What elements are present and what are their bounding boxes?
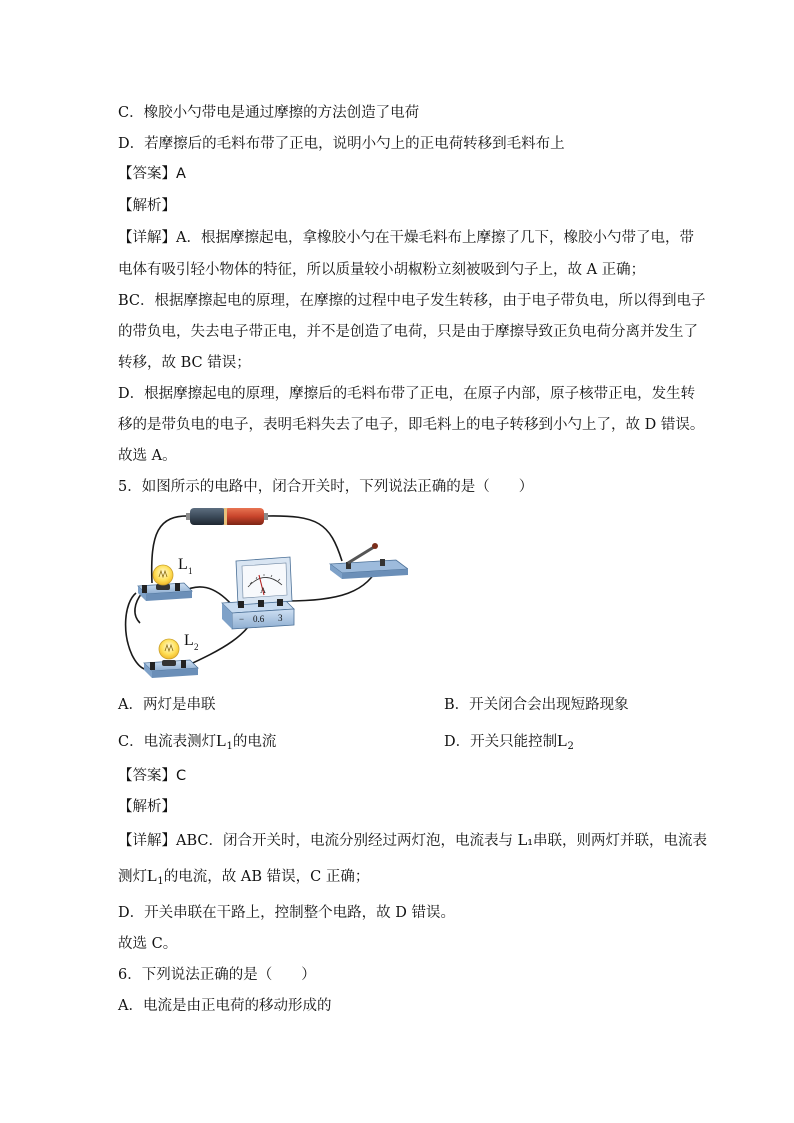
lamp-subscript: 1 — [226, 741, 233, 752]
label-L2-sub: 2 — [194, 642, 199, 652]
lamp-symbol: L — [216, 731, 227, 750]
q5-detail-text: 测灯 — [118, 869, 147, 885]
q4-detail-line: 的带负电，失去电子带正电，并不是创造了电荷，只是由于摩擦导致正负电荷分离并发生了 — [118, 324, 698, 340]
q5-option-a: A．两灯是串联 — [118, 697, 216, 713]
q5-option-b: B．开关闭合会出现短路现象 — [444, 697, 629, 713]
q6-stem: 6．下列说法正确的是（ ） — [118, 967, 316, 983]
q5-detail-line: D．开关串联在干路上，控制整个电路，故 D 错误。 — [118, 905, 455, 921]
q4-detail-line: 电体有吸引轻小物体的特征，所以质量较小胡椒粉立刻被吸到勺子上，故 A 正确； — [118, 262, 646, 278]
q4-conclusion: 故选 A。 — [118, 448, 177, 464]
q5-option-d — [444, 731, 574, 757]
q5-answer: 【答案】C — [118, 768, 187, 784]
wire-L1-loop — [135, 593, 142, 623]
q5-option-c — [118, 731, 276, 757]
wire-L1-to-L2 — [126, 593, 154, 670]
meter-unit-label: A — [260, 586, 266, 595]
q4-detail-line: BC．根据摩擦起电的原理，在摩擦的过程中电子发生转移，由于电子带负电，所以得到电子 — [118, 293, 706, 309]
label-L2: L — [184, 632, 194, 649]
q4-answer: 【答案】A — [118, 166, 186, 182]
meter-3-label: 3 — [278, 613, 283, 623]
q5-detail-line — [118, 866, 369, 892]
meter-minus-label: − — [239, 614, 245, 624]
meter-06-label: 0.6 — [253, 614, 265, 624]
q4-option-c: C．橡胶小勺带电是通过摩擦的方法创造了电荷 — [118, 105, 420, 121]
q4-analysis-label: 【解析】 — [118, 198, 176, 214]
q5-detail-text: 的电流，故 AB 错误，C 正确； — [163, 869, 370, 885]
q4-detail-line: 转移，故 BC 错误； — [118, 355, 251, 371]
q5-stem: 5．如图所示的电路中，闭合开关时，下列说法正确的是（ ） — [118, 479, 534, 495]
q6-option-a: A．电流是由正电荷的移动形成的 — [118, 998, 332, 1014]
q4-option-d: D．若摩擦后的毛料布带了正电，说明小勺上的正电荷转移到毛料布上 — [118, 136, 565, 152]
circuit-figure — [118, 503, 408, 683]
wire-battery-to-switch — [266, 516, 342, 561]
q4-detail-line: D．根据摩擦起电的原理，摩擦后的毛料布带了正电，在原子内部，原子核带正电，发生转 — [118, 386, 696, 402]
label-L1-sub: 1 — [188, 566, 193, 576]
lamp-symbol: L — [147, 866, 158, 885]
lamp-symbol: L — [557, 731, 568, 750]
label-L1: L — [178, 556, 188, 573]
q5-detail-line: 【详解】ABC．闭合开关时，电流分别经过两灯泡，电流表与 L₁串联，则两灯并联，电流表 — [118, 833, 708, 849]
q5-analysis-label: 【解析】 — [118, 799, 176, 815]
lamp-subscript: 2 — [567, 741, 574, 752]
q5-option-d-text: D．开关只能控制 — [444, 734, 558, 750]
battery-icon — [186, 508, 268, 525]
q5-option-c-text: C．电流表测灯 — [118, 734, 217, 750]
q5-conclusion: 故选 C。 — [118, 936, 178, 952]
lamp-subscript: 1 — [157, 876, 164, 887]
q5-option-c-text: 的电流 — [232, 734, 277, 750]
q4-detail-line: 移的是带负电的电子，表明毛料失去了电子，即毛料上的电子转移到小勺上了，故 D 错误。 — [118, 417, 705, 433]
q4-detail-line: 【详解】A．根据摩擦起电，拿橡胶小勺在干燥毛料布上摩擦了几下，橡胶小勺带了电，带 — [118, 230, 694, 246]
